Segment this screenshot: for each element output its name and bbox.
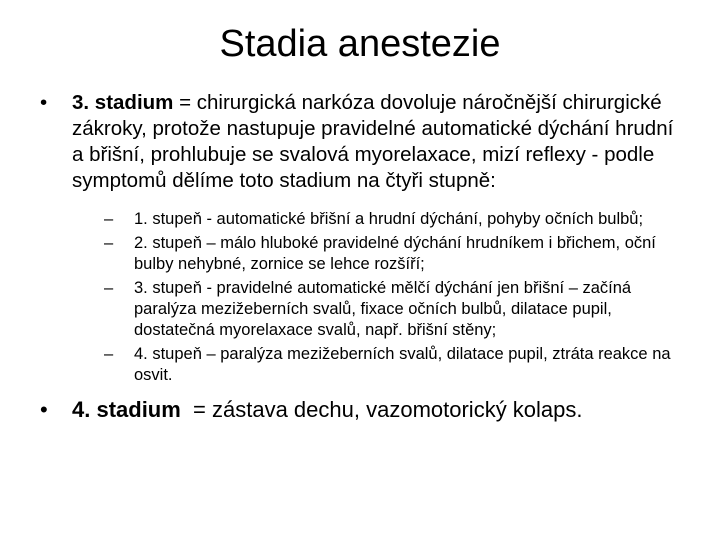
sub-bullet-marker: – (104, 210, 114, 228)
bullet-stadium-3 (40, 90, 680, 386)
sub-item-text: 1. stupeň - automatické břišní a hrudní dýchání, pohyby očních bulbů; (134, 210, 644, 228)
bullet-stadium-4 (40, 396, 680, 424)
bullet-text: = chirurgická narkóza dovoluje náročnější chirurgické zákroky, protože nastupuje pravidelné automatické dýchání hrudní a břišní, prohlubuje se svalová myorelaxace, mizí reflexy - podle symptomů dělíme toto stadium na čtyři stupně: (72, 91, 674, 192)
slide-title: Stadia anestezie (219, 23, 501, 65)
sub-item-text: 4. stupeň – paralýza mezižeberních svalů, dilatace pupil, ztráta reakce na osvit. (134, 345, 671, 384)
bullet-lead: 3. stadium (72, 91, 174, 114)
bullet-text: = zástava dechu, vazomotorický kolaps. (180, 397, 583, 422)
sub-item-stage-4 (104, 344, 680, 386)
sub-item-stage-1 (104, 209, 680, 230)
sub-item-stage-2 (104, 233, 680, 275)
slide-content (40, 90, 680, 424)
sub-bullet-marker: – (104, 345, 114, 363)
sub-item-text: 3. stupeň - pravidelné automatické mělčí dýchání jen břišní – začíná paralýza mezižeberních svalů, fixace očních bulbů, dilatace pupil, dostatečná myorelaxace svalů, např. břišní stěny; (134, 279, 632, 339)
bullet-marker: • (40, 397, 48, 422)
stage-sublist (104, 209, 680, 386)
sub-bullet-marker: – (104, 279, 114, 297)
sub-item-stage-3 (104, 278, 680, 341)
bullet-lead: 4. stadium (72, 397, 181, 422)
bullet-marker: • (40, 91, 48, 114)
sub-item-text: 2. stupeň – málo hluboké pravidelné dýchání hrudníkem i břichem, oční bulby nehybné, zornice se lehce rozšíří; (134, 234, 656, 273)
sub-bullet-marker: – (104, 234, 114, 252)
